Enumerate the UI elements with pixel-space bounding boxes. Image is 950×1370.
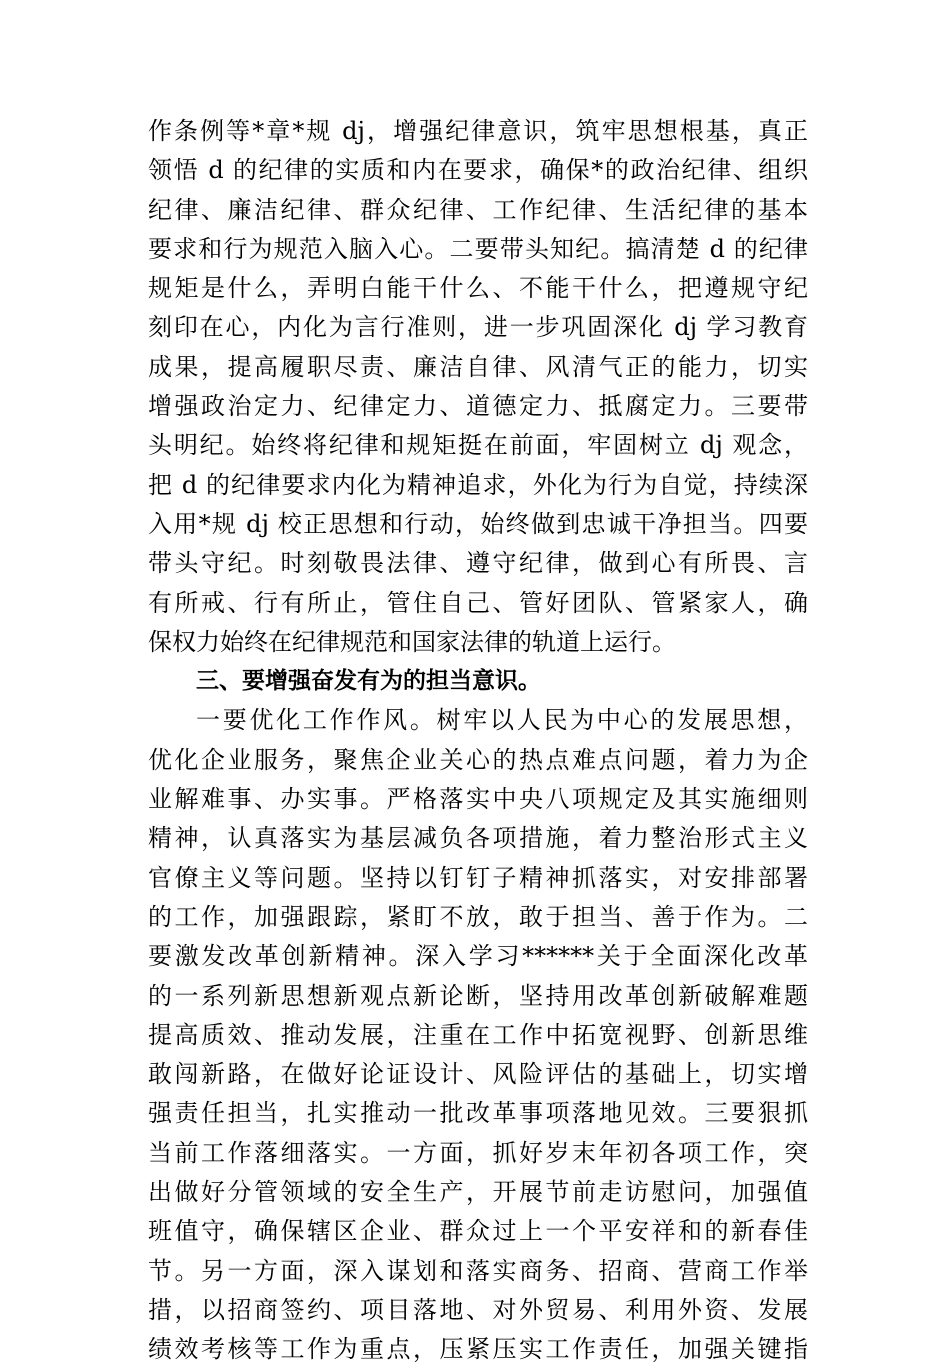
body-line: 带头守纪。时刻敬畏法律、遵守纪律，做到心有所畏、言 [148,549,808,578]
body-line: 一要优化工作作风。树牢以人民为中心的发展思想， [196,706,808,735]
body-line: 的工作，加强跟踪，紧盯不放，敢于担当、善于作为。二 [148,902,808,931]
document-body [148,112,808,1370]
body-line: 强责任担当，扎实推动一批改革事项落地见效。三要狠抓 [148,1099,808,1128]
body-line: 官僚主义等问题。坚持以钉钉子精神抓落实，对安排部署 [148,863,808,892]
body-line: 的一系列新思想新观点新论断，坚持用改革创新破解难题 [148,981,808,1010]
body-line: 保权力始终在纪律规范和国家法律的轨道上运行。 [148,627,676,656]
body-line: 成果，提高履职尽责、廉洁自律、风清气正的能力，切实 [148,352,808,381]
body-line: 作条例等*章*规 dj，增强纪律意识，筑牢思想根基，真正 [148,117,808,145]
body-line: 敢闯新路，在做好论证设计、风险评估的基础上，切实增 [148,1060,808,1089]
body-line: 增强政治定力、纪律定力、道德定力、抵腐定力。三要带 [148,392,808,421]
body-line: 规矩是什么，弄明白能干什么、不能干什么，把遵规守纪 [148,274,808,303]
body-line: 班值守，确保辖区企业、群众过上一个平安祥和的新春佳 [148,1217,808,1246]
body-line: 精神，认真落实为基层减负各项措施，着力整治形式主义 [148,824,808,853]
body-line: 业解难事、办实事。严格落实中央八项规定及其实施细则 [148,785,808,814]
body-line: 措，以招商签约、项目落地、对外贸易、利用外资、发展 [148,1295,808,1324]
body-line: 节。另一方面，深入谋划和落实商务、招商、营商工作举 [148,1256,808,1285]
body-line: 把 d 的纪律要求内化为精神追求，外化为行为自觉，持续深 [148,470,808,499]
body-line: 要求和行为规范入脑入心。二要带头知纪。搞清楚 d 的纪律 [148,234,808,263]
body-line: 刻印在心，内化为言行准则，进一步巩固深化 dj 学习教育 [148,313,808,342]
section-heading: 三、要增强奋发有为的担当意识。 [196,668,541,695]
body-line: 入用*规 dj 校正思想和行动，始终做到忠诚干净担当。四要 [148,509,808,538]
body-line: 有所戒、行有所止，管住自己、管好团队、管紧家人，确 [148,588,808,617]
body-line: 领悟 d 的纪律的实质和内在要求，确保*的政治纪律、组织 [148,156,808,185]
body-line: 优化企业服务，聚焦企业关心的热点难点问题，着力为企 [148,745,808,774]
body-line: 头明纪。始终将纪律和规矩挺在前面，牢固树立 dj 观念， [148,431,808,460]
body-line: 绩效考核等工作为重点，压紧压实工作责任，加强关键指 [148,1335,808,1364]
body-line: 出做好分管领域的安全生产，开展节前走访慰问，加强值 [148,1178,808,1207]
body-line: 纪律、廉洁纪律、群众纪律、工作纪律、生活纪律的基本 [148,195,808,224]
body-line: 当前工作落细落实。一方面，抓好岁末年初各项工作，突 [148,1138,808,1167]
body-line: 提高质效、推动发展，注重在工作中拓宽视野、创新思维 [148,1020,808,1049]
body-line: 要激发改革创新精神。深入学习******关于全面深化改革 [148,942,808,971]
